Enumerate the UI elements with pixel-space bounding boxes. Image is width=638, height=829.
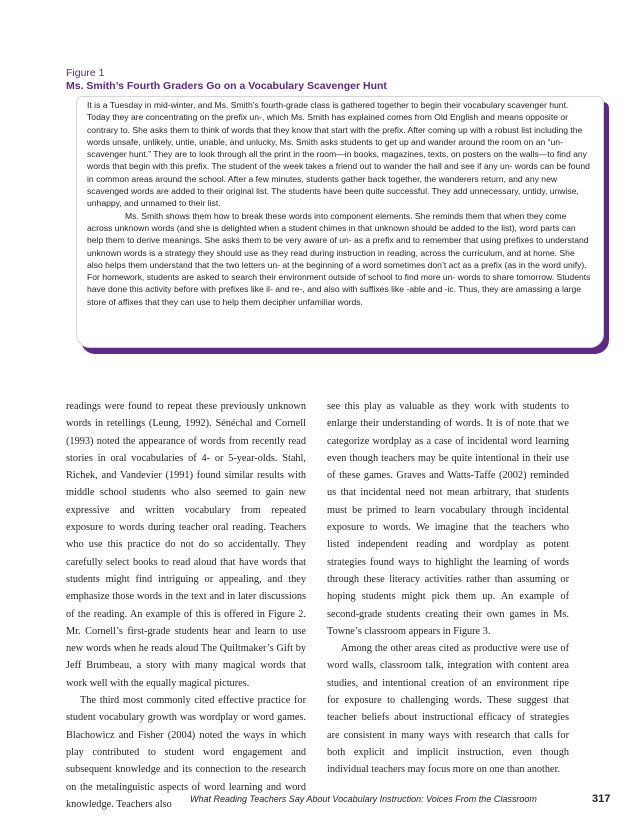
running-title: What Reading Teachers Say About Vocabulary Instruction: Voices From the Classroom: [190, 794, 537, 804]
page-number: 317: [592, 793, 611, 805]
figure-label: Figure 1: [66, 67, 105, 79]
figure-title: Ms. Smith’s Fourth Graders Go on a Vocabulary Scavenger Hunt: [66, 79, 387, 92]
body-paragraph: readings were found to repeat these previously unknown words in retellings (Leung, 1992). Sénéchal and Cornell (1993) noted the appearance of words from recently read stories in oral vocabularies of 4- or 5-year-olds. Stahl, Richek, and Vandevier (1991) found similar results with middle school students who also seemed to gain new expressive and written vocabulary from repeated exposure to words during teacher oral reading. Teachers who use this practice do not do so accidentally. They carefully select books to read aloud that have words that students might find intriguing or appealing, and they emphasize those words in the text and in later discussions of the reading. An example of this is offered in Figure 2. Mr. Cornell’s first-grade students hear and learn to use new words when he reads aloud The Quiltmaker’s Gift by Jeff Brumbeau, a story with many magical words that work well with the equally magical pictures.: [66, 401, 306, 689]
figure-caption: [66, 67, 606, 92]
figure-paragraph-2: Ms. Smith shows them how to break these words into component elements. She reminds them that when they come across unknown words (and she is delighted when a student chimes in that unknown should be added to the list), word parts can help them to derive meanings. She asks them to be very aware of un- as a prefix and to remember that using prefixes to understand unknown words is a strategy they should use as they read during instruction in reading, across the curriculum, and at home. She also helps them understand that the two letters un- at the beginning of a word sometimes don’t act as a prefix (as in the word unify). For homework, students are asked to search their environment outside of school to find more un- words to share tomorrow. Students have done this activity before with prefixes like il- and re-, and also with suffixes like -able and -ic. Thus, they are amassing a large store of affixes that they can use to help them decipher unfamiliar words.: [87, 210, 591, 307]
body-column-left: [66, 398, 306, 813]
body-paragraph: see this play as valuable as they work with students to enlarge their understanding of words. It is of note that we categorize wordplay as a case of incidental word learning even though teachers may be quite intentional in their use of these games. Graves and Watts-Taffe (2002) reminded us that incidental need not mean arbitrary, that students must be primed to learn vocabulary through incidental exposure to words. We imagine that the teachers who listed independent reading and wordplay as potent strategies found ways to highlight the learning of words through these literacy activities rather than assuming or hoping students might pick them up. An example of second-grade students creating their own games in Ms. Towne’s classroom appears in Figure 3.: [327, 401, 569, 637]
body-column-right: [327, 398, 569, 779]
body-paragraph: The third most commonly cited effective practice for student vocabulary growth was wordplay or word games. Blachowicz and Fisher (2004) noted the ways in which play contributed to student word engagement and subsequent knowledge and its connection to the research on the metalinguistic aspects of word learning and word knowledge. Teachers also: [66, 695, 306, 810]
figure-paragraph-1: It is a Tuesday in mid-winter, and Ms. Smith’s fourth-grade class is gathered together to begin their vocabulary scavenger hunt. Today they are concentrating on the prefix un-, which Ms. Smith has explained comes from Old English and means opposite or contrary to. She asks them to think of words that they know that start with the prefix. After coming up with a robust list including the words unsafe, unlikely, untie, unable, and unlucky, Ms. Smith asks students to get up and wander around the room on an “un- scavenger hunt.” They are to look through all the print in the room—in books, magazines, texts, on posters on the walls—to find any words that begin with this prefix. The student of the week takes a friend out to wander the hall and see if any un- words can be found in common areas around the school. After a few minutes, students gather back together, the wanderers return, and any new scavenged words are added to their original list. The students have been quite successful. They add unnecessary, untidy, unwise, unhappy, and unnamed to their list.: [87, 100, 590, 209]
body-paragraph: Among the other areas cited as productive were use of word walls, classroom talk, integration with content area studies, and intentional creation of an environment ripe for exposure to challenging words. These suggest that teacher beliefs about instructional efficacy of strategies are consistent in many ways with research that calls for both explicit and implicit instruction, even though individual teachers may focus more on one than another.: [327, 643, 569, 776]
figure-box: [76, 96, 604, 348]
